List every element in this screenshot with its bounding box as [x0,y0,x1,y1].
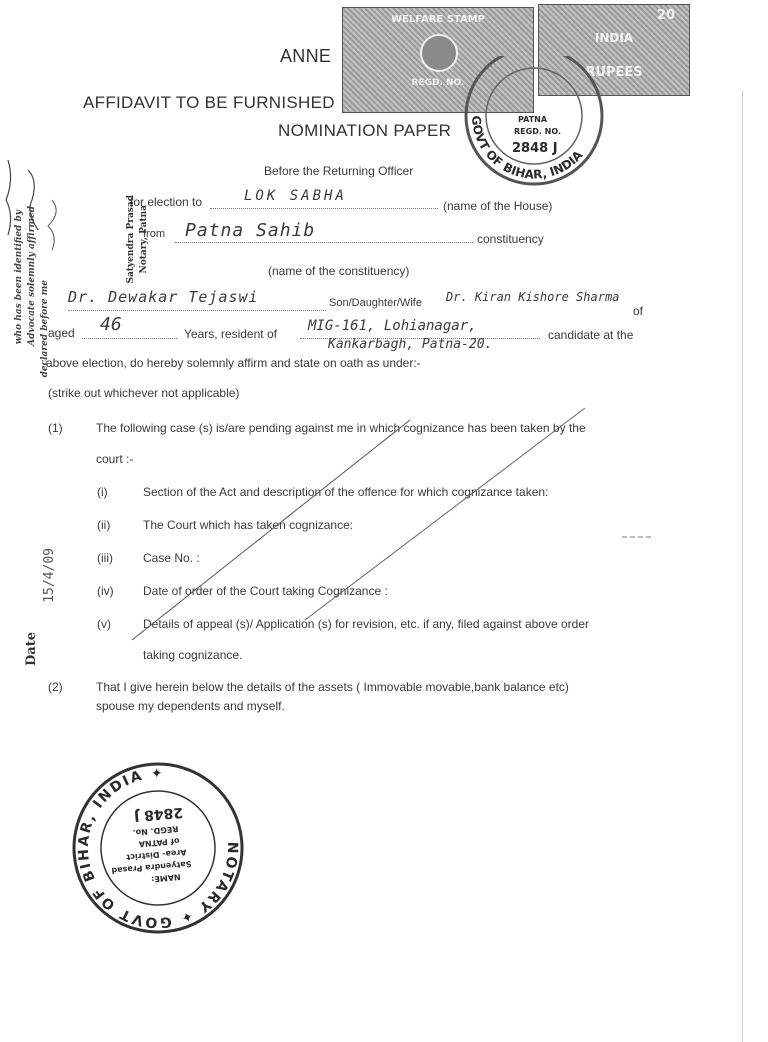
svg-text:Satyendra Prasad: Satyendra Prasad [111,859,192,876]
annex-heading: ANNE [280,46,332,66]
relation-value: Dr. Kiran Kishore Sharma [446,290,620,304]
constituency-note: (name of the constituency) [268,264,410,278]
svg-text:NAME:: NAME: [150,872,181,884]
margin-note-advocate: Advocate solemnly affirmed [27,206,37,346]
svg-text:2848 J: 2848 J [512,141,558,156]
svg-text:of PATNA: of PATNA [138,836,180,849]
item-2-text-line2: spouse my dependents and myself. [96,699,285,713]
strike-out-note: (strike out whichever not applicable) [48,386,240,400]
margin-notary-name: Satyendra Prasad [126,195,136,284]
subitem-number: (iii) [97,551,113,565]
subitem-text: Details of appeal (s)/ Application (s) for revision, etc. if any, filed against above order [143,617,589,631]
before-returning-officer: Before the Returning Officer [264,164,414,178]
svg-text:2848 J: 2848 J [133,803,184,824]
affidavit-title: AFFIDAVIT TO BE FURNISHED [83,93,335,112]
nomination-heading: NOMINATION PAPER [278,121,452,140]
years-resident-label: Years, resident of [184,327,277,341]
house-value: LOK SABHA [244,188,347,204]
margin-scribbles [0,150,70,320]
svg-text:REGD. No.: REGD. No. [132,824,179,838]
rupees-stamp: 20 INDIA RUPEES [538,4,690,96]
svg-text:REGD. NO.: REGD. NO. [514,127,562,136]
svg-text:GOVT OF BIHAR, INDIA: GOVT OF BIHAR, INDIA [468,115,586,182]
age-value: 46 [100,314,122,335]
aged-label: aged [48,326,75,340]
house-suffix: (name of the House) [443,199,553,213]
item-1-text-line2: court :- [96,452,134,466]
subitem-text-line2: taking cognizance. [143,648,243,662]
from-label: from [143,228,165,240]
item-1-number: (1) [48,421,63,435]
item-2-number: (2) [48,680,63,694]
svg-text:PATNA: PATNA [518,115,548,124]
subitem-number: (v) [97,617,111,631]
item-2-text: That I give herein below the details of the assets ( Immovable movable,bank balance etc) [96,680,569,694]
svg-text:NOTARY ✦ GOVT OF BIHAR, INDIA: NOTARY ✦ GOVT OF BIHAR, INDIA ✦ [75,765,241,931]
notary-seal [68,758,248,938]
margin-note-declared: declared before me [40,280,50,378]
item-1-text: The following case (s) is/are pending against me in which cognizance has been taken by the [96,421,586,435]
candidate-at-label: candidate at the [548,328,634,342]
subitem-text: Section of the Act and description of the offence for which cognizance taken: [143,485,549,499]
address-value: MIG-161, Lohianagar, [308,318,477,334]
for-election-label: for election to [130,195,203,209]
constituency-value: Patna Sahib [185,220,316,241]
solemn-affirmation: above election, do hereby solemnly affirm and state on oath as under:- [46,356,421,370]
margin-date-label: Date [24,632,39,666]
of-label: of [633,304,644,318]
margin-notary-place: Notary, Patna [139,205,149,274]
subitem-number: (i) [97,485,108,499]
subitem-number: (iv) [97,584,114,598]
subitem-text: Date of order of the Court taking Cognizance : [143,584,388,598]
relation-label: Son/Daughter/Wife [329,297,422,309]
margin-date-value: 15/4/09 [42,548,57,603]
constituency-suffix: constituency [477,232,544,246]
address-value-line2: Kankarbagh, Patna-20. [328,337,493,352]
subitem-text: The Court which has taken cognizance: [143,518,354,532]
margin-note-identified: who has been identified by [14,210,24,345]
welfare-stamp: WELFARE STAMP REGD. NO. [342,7,534,113]
svg-text:Area- District: Area- District [126,847,187,862]
name-value: Dr. Dewakar Tejaswi [68,288,259,306]
subitem-number: (ii) [97,518,111,532]
subitem-text: Case No. : [143,551,200,565]
